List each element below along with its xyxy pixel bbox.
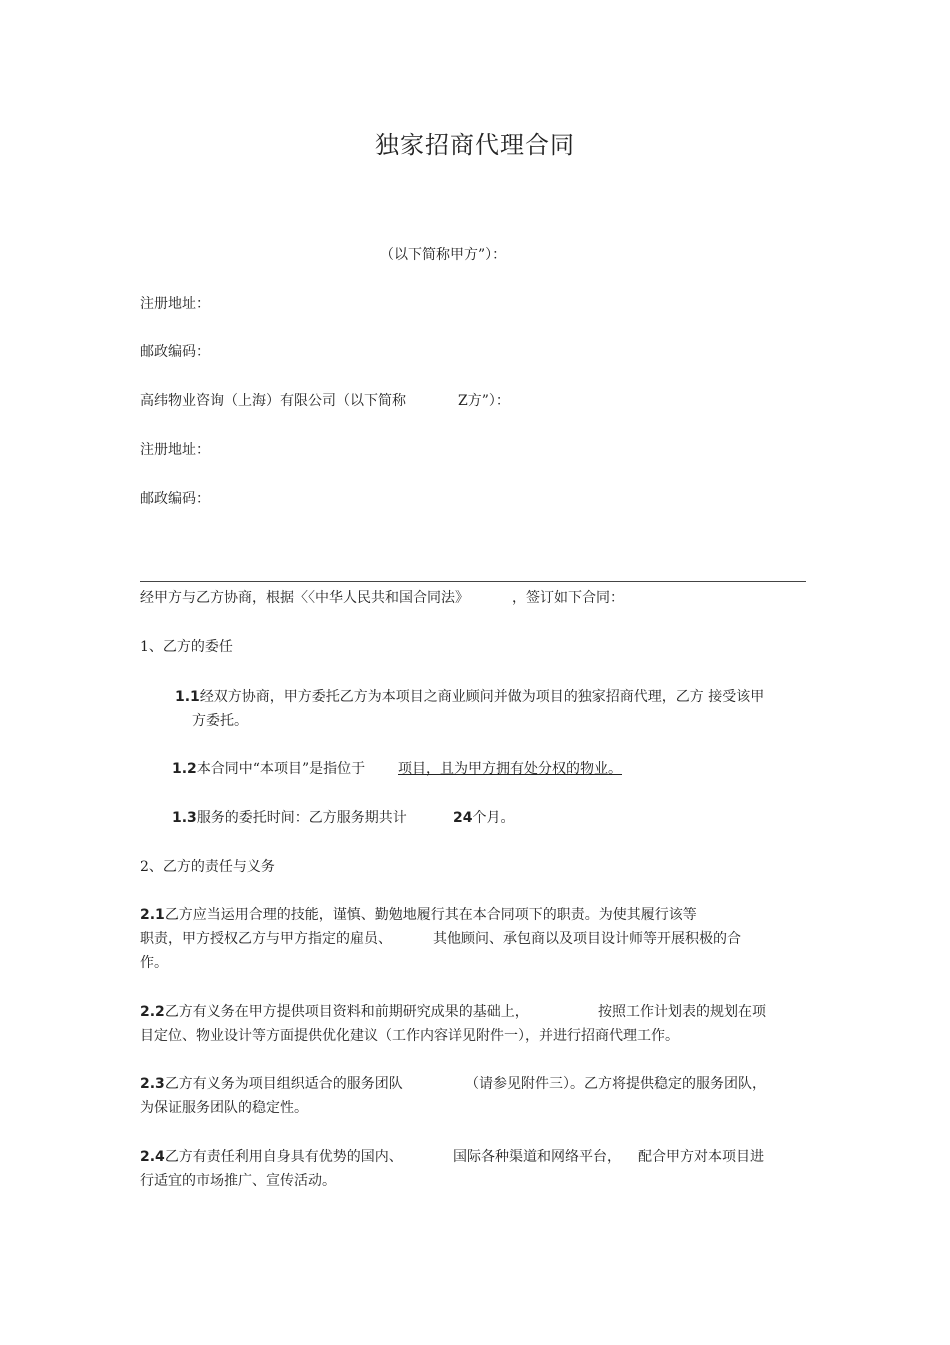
- clause-2-1: [140, 906, 697, 924]
- clause-text: 乙方应当运用合理的技能，谨慎、勤勉地履行其在本合同项下的职责。为使其履行该等: [164, 907, 697, 923]
- clause-2-1-line3: 作。: [140, 955, 168, 971]
- clause-1-2: [172, 760, 365, 778]
- clause-1-1-cont: 方委托。: [192, 713, 248, 729]
- clause-text: 服务的委托时间：乙方服务期共计: [196, 810, 407, 826]
- clause-1-3-months: [453, 809, 514, 827]
- section-2-heading: 2、乙方的责任与义务: [140, 859, 275, 875]
- clause-1-1: [175, 688, 764, 706]
- party-b-abbr: Z方”）：: [458, 393, 510, 409]
- clause-2-1-line2b: 其他顾问、承包商以及项目设计师等开展积极的合: [433, 931, 741, 947]
- party-b-postal-label: 邮政编码：: [140, 491, 210, 507]
- months-number: 24: [453, 810, 473, 826]
- clause-number: 1.3: [172, 810, 197, 826]
- clause-text: 本合同中“本项目”是指位于: [196, 761, 366, 777]
- clause-2-4-line1c: 配合甲方对本项目进: [638, 1149, 764, 1165]
- clause-text: 乙方有义务为项目组织适合的服务团队: [164, 1076, 403, 1092]
- clause-2-2-line2: 目定位、物业设计等方面提供优化建议（工作内容详见附件一），并进行招商代理工作。: [140, 1028, 679, 1044]
- clause-2-4-line2: 行适宜的市场推广、宣传活动。: [140, 1173, 336, 1189]
- clause-text: 经双方协商，甲方委托乙方为本项目之商业顾问并做为项目的独家招商代理，乙方 接受该甲: [199, 689, 765, 705]
- party-a-address-label: 注册地址：: [140, 296, 210, 312]
- clause-2-4-line1b: 国际各种渠道和网络平台，: [453, 1149, 621, 1165]
- party-a-postal-label: 邮政编码：: [140, 344, 210, 360]
- divider-line: [140, 581, 806, 582]
- clause-text: 乙方有义务在甲方提供项目资料和前期研究成果的基础上，: [164, 1004, 529, 1020]
- clause-2-3: [140, 1075, 403, 1093]
- party-a-intro: （以下简称甲方”）：: [380, 247, 507, 263]
- clause-number: 2.2: [140, 1004, 165, 1020]
- clause-number: 2.1: [140, 907, 165, 923]
- clause-number: 1.2: [172, 761, 197, 777]
- clause-2-3-line1b: （请参见附件三）。乙方将提供稳定的服务团队，: [465, 1076, 766, 1092]
- months-unit: 个月。: [472, 810, 515, 826]
- party-b-address-label: 注册地址：: [140, 442, 210, 458]
- clause-2-2-line1b: 按照工作计划表的规划在项: [598, 1004, 766, 1020]
- section-1-heading: 1、乙方的委任: [140, 639, 233, 655]
- preamble-text-end: ，签订如下合同：: [512, 590, 624, 606]
- clause-number: 1.1: [175, 689, 200, 705]
- preamble-text: 经甲方与乙方协商，根据〈〈中华人民共和国合同法》: [140, 590, 469, 606]
- clause-2-2: [140, 1003, 529, 1021]
- clause-2-3-line2: 为保证服务团队的稳定性。: [140, 1100, 308, 1116]
- document-title: 独家招商代理合同: [375, 131, 575, 159]
- clause-2-4: [140, 1148, 403, 1166]
- clause-number: 2.4: [140, 1149, 165, 1165]
- party-b-name: 高纬物业咨询（上海）有限公司（以下简称: [140, 393, 406, 409]
- clause-number: 2.3: [140, 1076, 165, 1092]
- clause-1-2-underlined: 项目，且为甲方拥有处分权的物业。: [398, 761, 622, 777]
- clause-2-1-line2a: 职责，甲方授权乙方与甲方指定的雇员、: [140, 931, 392, 947]
- clause-text: 乙方有责任利用自身具有优势的国内、: [164, 1149, 403, 1165]
- clause-1-3: [172, 809, 407, 827]
